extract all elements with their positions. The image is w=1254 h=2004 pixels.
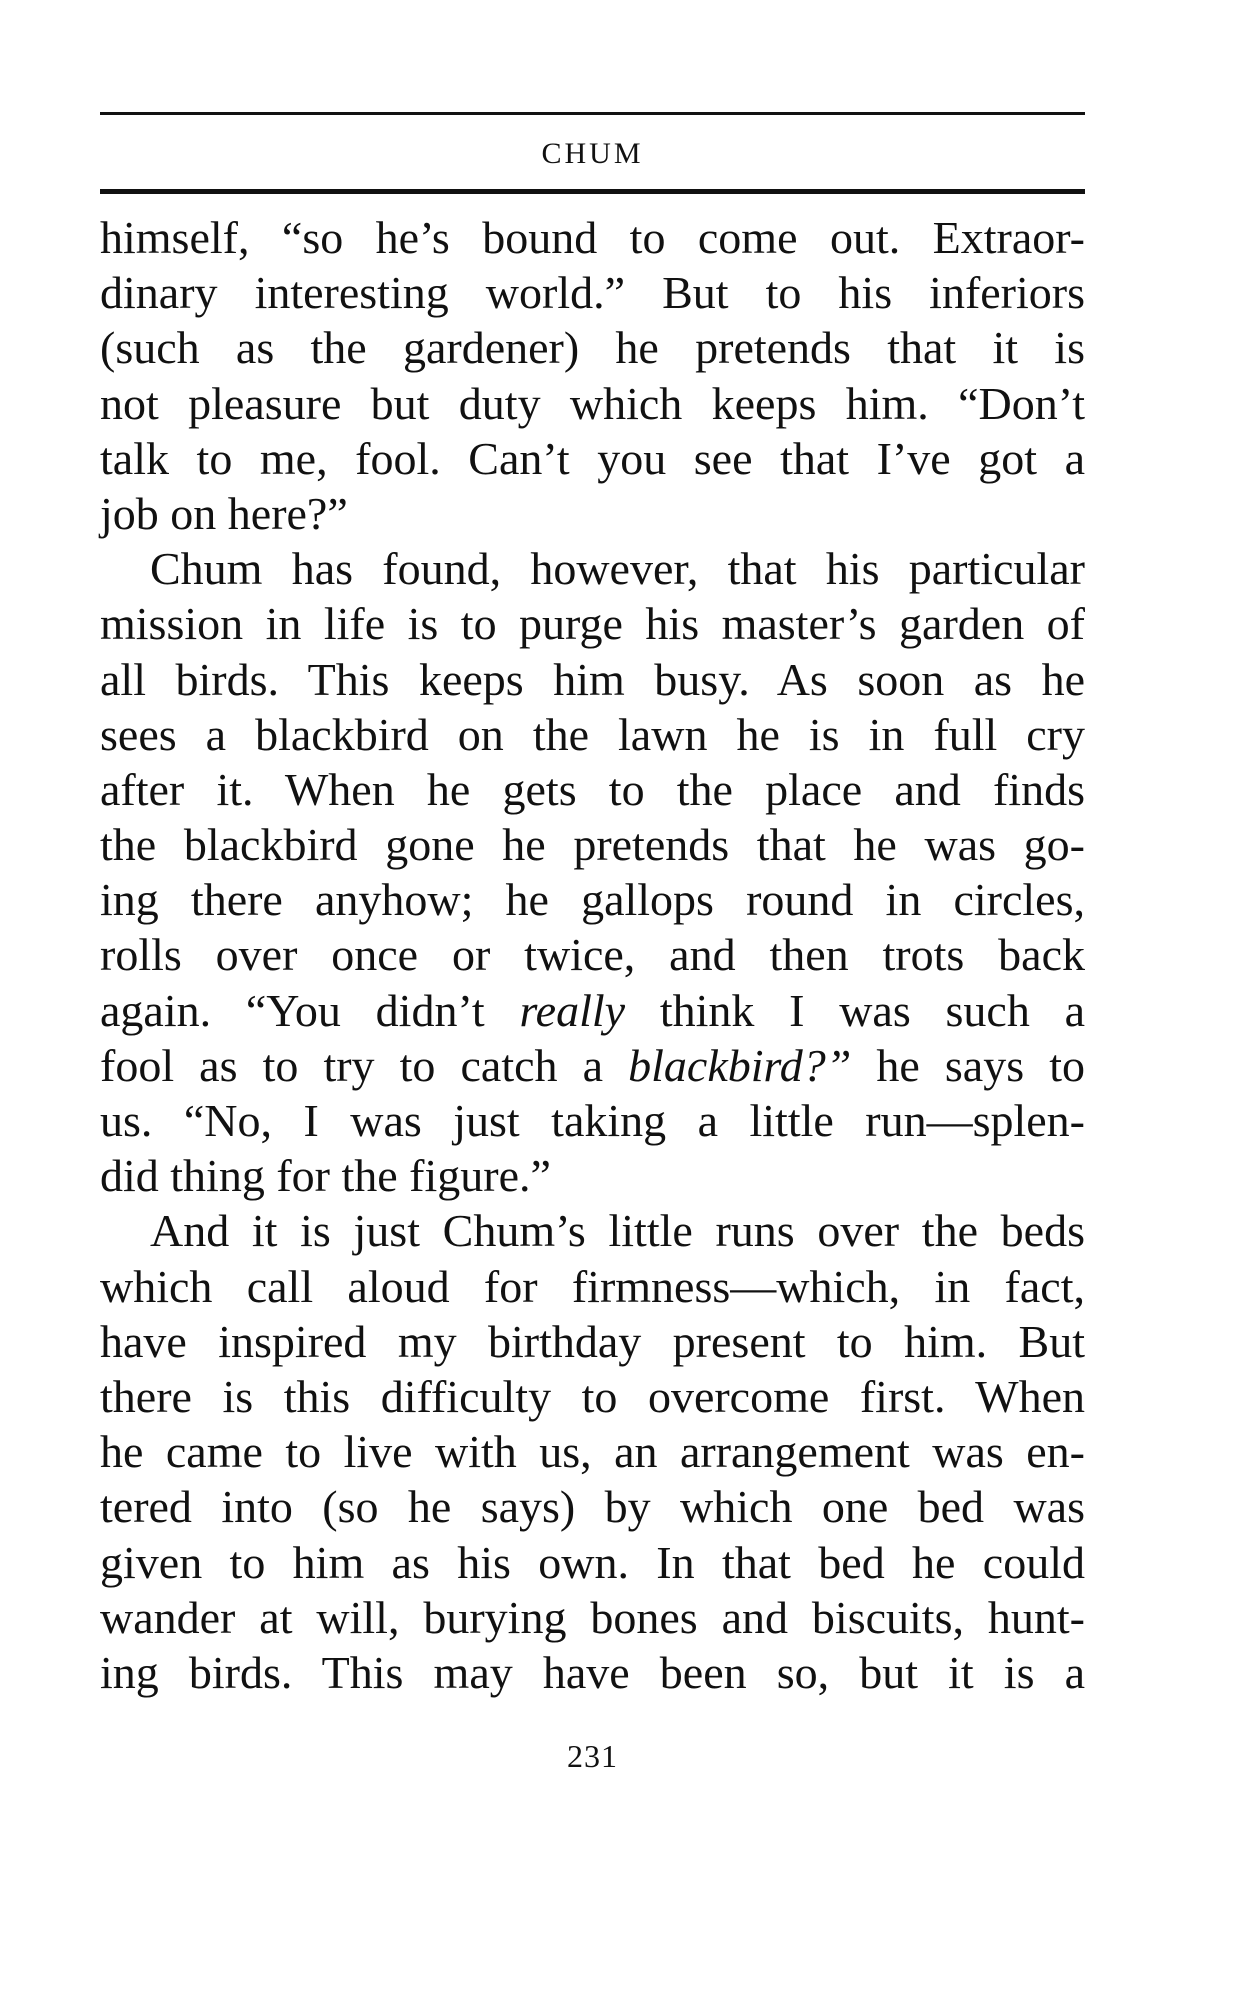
text-line: given to him as his own. In that bed he could [100,1536,1085,1588]
body-text [100,210,1085,1700]
text-line: which call aloud for firmness—which, in fact, [100,1260,1085,1312]
text-run: think I was such a [625,984,1085,1036]
text-line: not pleasure but duty which keeps him. “Don’t [100,377,1085,429]
text-line [100,983,1085,1038]
text-run: fool as to try to catch a [100,1039,629,1091]
running-head: CHUM [541,137,644,170]
text-line: sees a blackbird on the lawn he is in full cry [100,708,1085,760]
text-line: after it. When he gets to the place and finds [100,763,1085,815]
text-line: all birds. This keeps him busy. As soon as he [100,653,1085,705]
text-line: talk to me, fool. Can’t you see that I’ve got a [100,432,1085,484]
text-line: he came to live with us, an arrangement was en- [100,1426,1085,1478]
text-run: again. “You didn’t [100,984,520,1036]
text-line: And it is just Chum’s little runs over the beds [150,1205,1085,1257]
italic-word: blackbird?” [628,1039,852,1091]
text-line: tered into (so he says) by which one bed was [100,1481,1085,1533]
text-line: did thing for the figure.” [100,1150,551,1202]
page-number: 231 [567,1738,618,1774]
text-line: mission in life is to purge his master’s garden of [100,598,1085,650]
text-line: wander at will, burying bones and biscuits, hunt- [100,1591,1085,1643]
text-line: ing there anyhow; he gallops round in circles, [100,874,1085,926]
text-line: there is this difficulty to overcome first. When [100,1370,1085,1422]
text-line: rolls over once or twice, and then trots back [100,929,1085,981]
text-line [100,1038,1085,1093]
text-line: job on here?” [100,487,348,539]
text-line: dinary interesting world.” But to his inferiors [100,267,1085,319]
text-line: Chum has found, however, that his particular [150,543,1085,595]
text-line: have inspired my birthday present to him. But [100,1315,1085,1367]
text-line: ing birds. This may have been so, but it is a [100,1646,1085,1698]
header-rule-top [100,112,1085,115]
text-line: (such as the gardener) he pretends that it is [100,322,1085,374]
text-line: himself, “so he’s bound to come out. Extraor- [100,212,1085,263]
text-run: he says to [851,1039,1085,1091]
text-line: the blackbird gone he pretends that he was go- [100,819,1085,871]
italic-word: really [519,984,626,1036]
text-line: us. “No, I was just taking a little run—splen- [100,1095,1085,1146]
header-rule-bottom [100,189,1085,194]
